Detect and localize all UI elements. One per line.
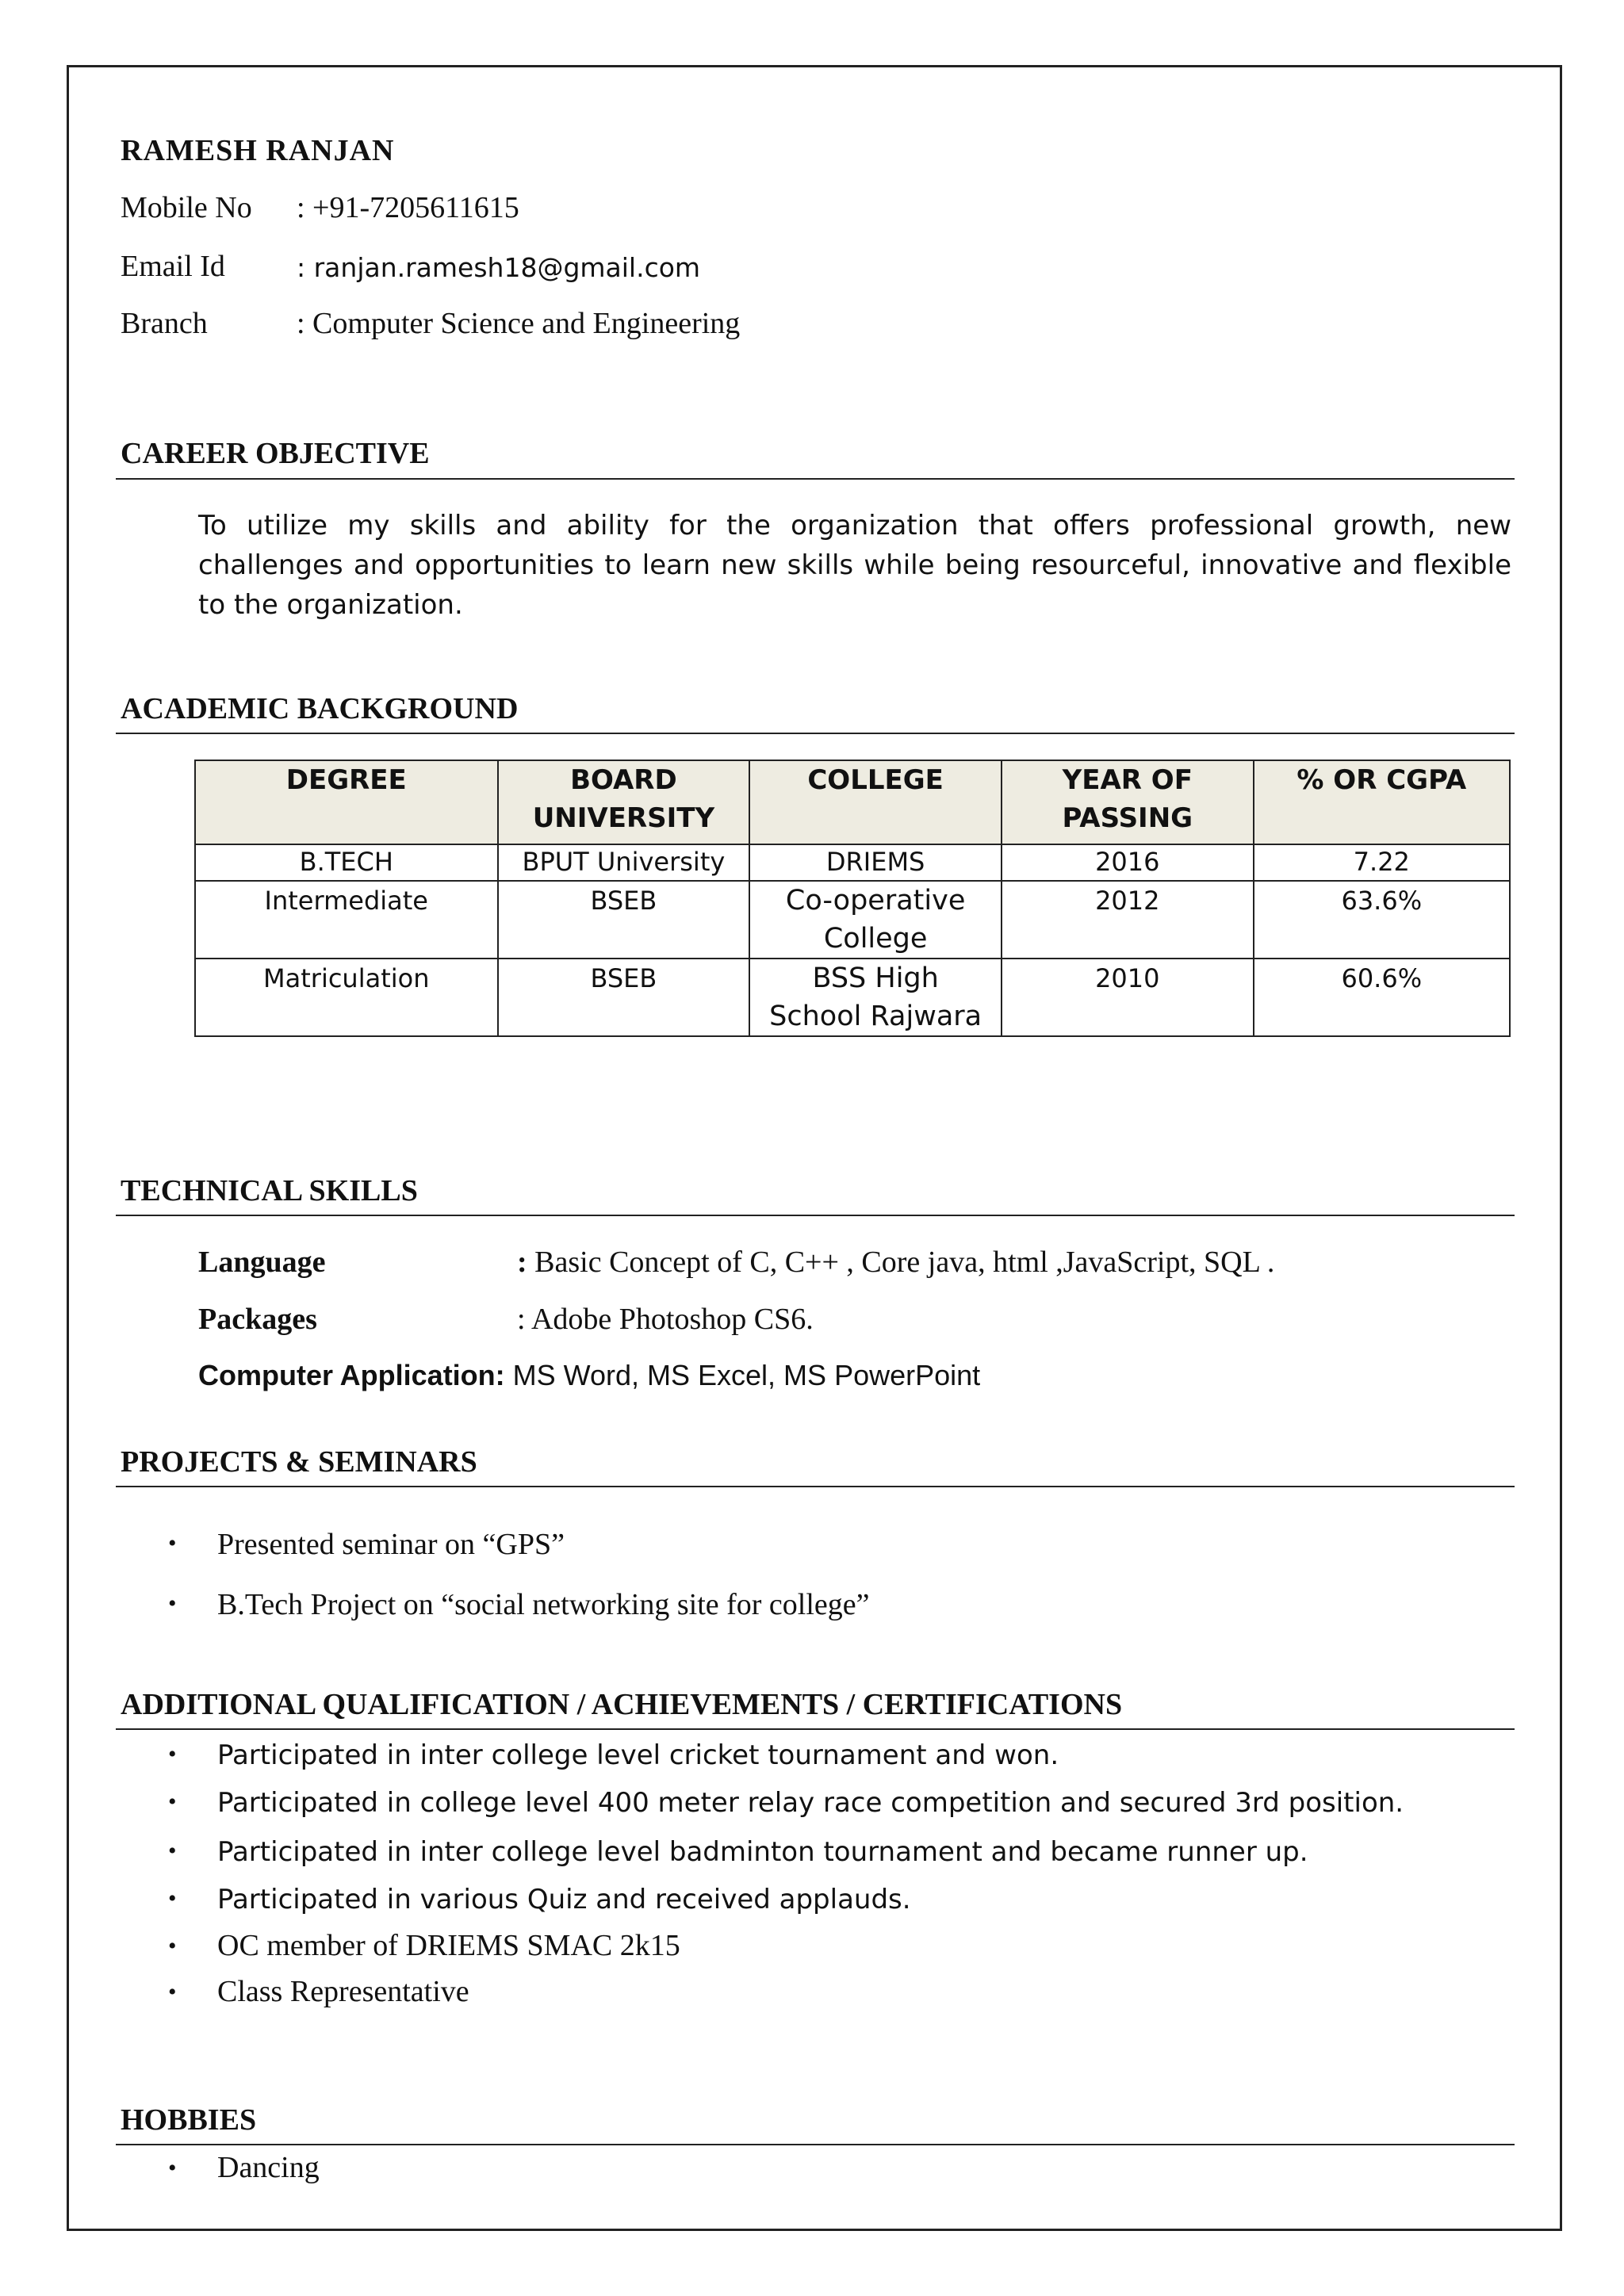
table-cell: 7.22 (1254, 844, 1510, 881)
mobile-value: : +91-7205611615 (297, 191, 519, 224)
computer-application-line (198, 1359, 980, 1392)
bullet-glyph: • (168, 1885, 177, 1911)
candidate-name: RAMESH RANJAN (121, 134, 395, 167)
list-item: Participated in inter college level cricket tournament and won. (217, 1739, 1059, 1771)
section-divider (116, 1728, 1515, 1730)
table-cell: DRIEMS (749, 844, 1002, 881)
list-item: Participated in college level 400 meter relay race competition and secured 3rd position. (217, 1787, 1404, 1819)
table-cell: BSEB (498, 881, 750, 959)
section-divider (116, 1486, 1515, 1487)
table-cell: 2012 (1002, 881, 1254, 959)
list-item: B.Tech Project on “social networking site for college” (217, 1588, 870, 1621)
table-row (195, 881, 1510, 959)
bullet-glyph: • (168, 1789, 177, 1815)
bullet-glyph: • (168, 1838, 177, 1864)
table-row (195, 844, 1510, 881)
table-cell: 60.6% (1254, 959, 1510, 1036)
projects-heading: PROJECTS & SEMINARS (121, 1445, 477, 1479)
list-item: Class Representative (217, 1975, 469, 2008)
table-cell: 2010 (1002, 959, 1254, 1036)
bullet-glyph: • (168, 2155, 177, 2181)
col-header-degree: DEGREE (195, 760, 498, 844)
academic-background-heading: ACADEMIC BACKGROUND (121, 692, 519, 725)
table-row (195, 959, 1510, 1036)
language-value: : Basic Concept of C, C++ , Core java, html ,JavaScript, SQL . (517, 1246, 1275, 1279)
branch-value: : Computer Science and Engineering (297, 307, 741, 340)
list-item: Presented seminar on “GPS” (217, 1528, 565, 1561)
branch-label: Branch (121, 307, 208, 340)
bullet-glyph: • (168, 1933, 177, 1959)
table-cell: B.TECH (195, 844, 498, 881)
computer-application-label: Computer Application: (198, 1359, 505, 1391)
mobile-label: Mobile No (121, 191, 252, 224)
hobbies-heading: HOBBIES (121, 2103, 257, 2137)
bullet-glyph: • (168, 1590, 177, 1617)
bullet-glyph: • (168, 1530, 177, 1556)
table-cell: BSS High School Rajwara (749, 959, 1002, 1036)
col-header-board: BOARD UNIVERSITY (498, 760, 750, 844)
list-item: Dancing (217, 2151, 320, 2184)
computer-application-value: MS Word, MS Excel, MS PowerPoint (504, 1359, 981, 1391)
table-cell: BPUT University (498, 844, 750, 881)
col-header-score: % OR CGPA (1254, 760, 1510, 844)
packages-label: Packages (198, 1303, 317, 1336)
table-cell: Matriculation (195, 959, 498, 1036)
table-cell: 2016 (1002, 844, 1254, 881)
table-cell: Intermediate (195, 881, 498, 959)
career-objective-heading: CAREER OBJECTIVE (121, 437, 430, 470)
list-item: Participated in inter college level badminton tournament and became runner up. (217, 1836, 1308, 1868)
email-label: Email Id (121, 250, 225, 283)
section-divider (116, 1215, 1515, 1216)
email-value: : ranjan.ramesh18@gmail.com (297, 252, 701, 283)
bullet-glyph: • (168, 1979, 177, 2005)
section-divider (116, 2144, 1515, 2145)
table-cell: BSEB (498, 959, 750, 1036)
section-divider (116, 478, 1515, 480)
additional-heading: ADDITIONAL QUALIFICATION / ACHIEVEMENTS / CERTIFICATIONS (121, 1688, 1123, 1721)
language-label: Language (198, 1246, 326, 1279)
list-item: OC member of DRIEMS SMAC 2k15 (217, 1929, 680, 1962)
table-header-row (195, 760, 1510, 844)
career-objective-text: To utilize my skills and ability for the organization that offers professional growth, new challenges and opportunities to learn new skills while being resourceful, innovative and flexible to the organization. (198, 510, 1511, 621)
table-cell: 63.6% (1254, 881, 1510, 959)
academic-table (194, 760, 1511, 1037)
section-divider (116, 733, 1515, 734)
language-value-text: Basic Concept of C, C++ , Core java, html ,JavaScript, SQL . (527, 1246, 1275, 1279)
col-header-college: COLLEGE (749, 760, 1002, 844)
technical-skills-heading: TECHNICAL SKILLS (121, 1174, 418, 1207)
list-item: Participated in various Quiz and received applauds. (217, 1884, 911, 1915)
bullet-glyph: • (168, 1741, 177, 1767)
table-cell: Co-operative College (749, 881, 1002, 959)
packages-value: : Adobe Photoshop CS6. (517, 1303, 814, 1336)
col-header-year: YEAR OF PASSING (1002, 760, 1254, 844)
